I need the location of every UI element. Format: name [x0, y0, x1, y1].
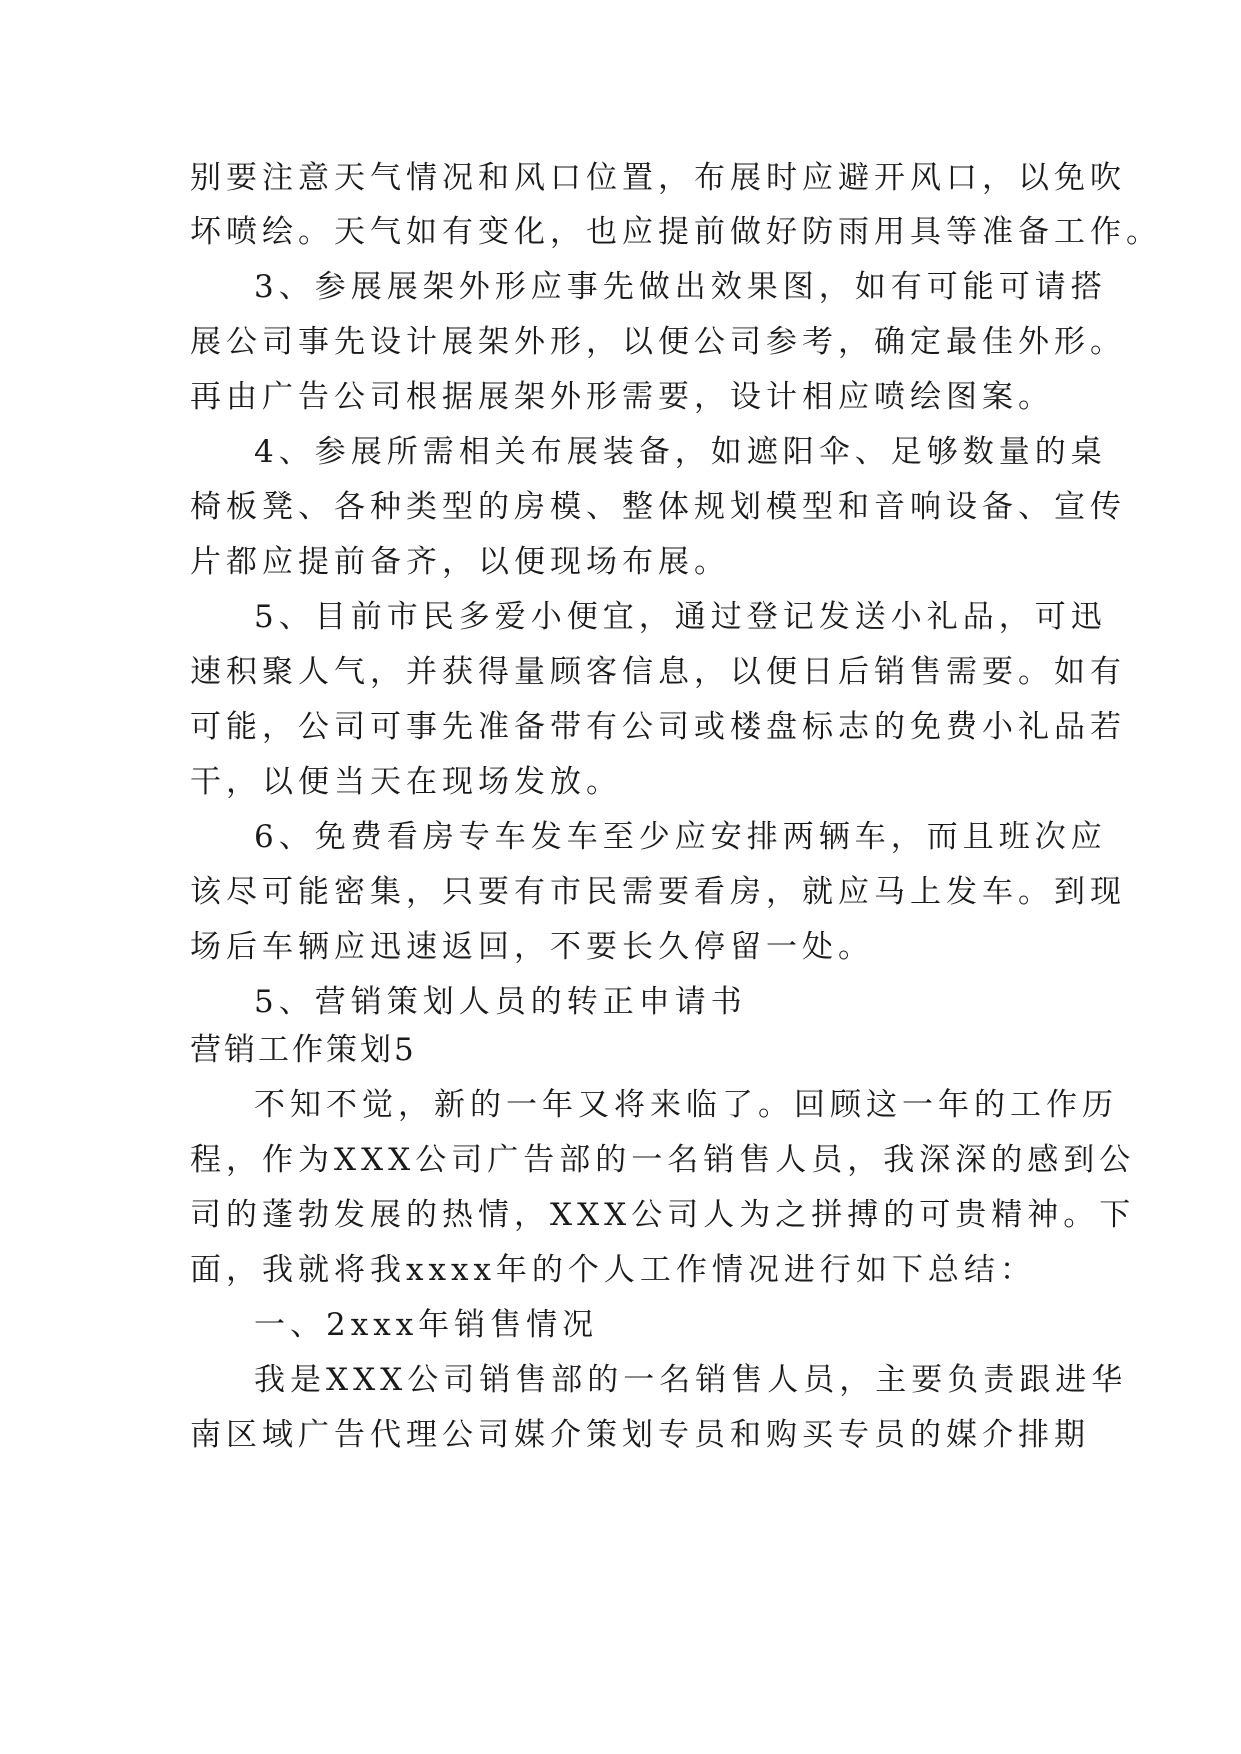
text-line: 程，作为XXX公司广告部的一名销售人员，我深深的感到公	[190, 1142, 1136, 1178]
section-heading: 营销工作策划5	[190, 1032, 417, 1068]
text-line: 3、参展展架外形应事先做出效果图，如有可能可请搭	[254, 269, 1107, 305]
text-line: 可能，公司可事先准备带有公司或楼盘标志的免费小礼品若	[190, 709, 1126, 745]
text-line: 南区域广告代理公司媒介策划专员和购买专员的媒介排期	[190, 1417, 1090, 1453]
text-line: 坏喷绘。天气如有变化，也应提前做好防雨用具等准备工作。	[190, 214, 1162, 250]
text-line: 场后车辆应迅速返回，不要长久停留一处。	[190, 929, 874, 965]
text-line: 速积聚人气，并获得量顾客信息，以便日后销售需要。如有	[190, 654, 1126, 690]
text-line: 再由广告公司根据展架外形需要，设计相应喷绘图案。	[190, 379, 1054, 415]
text-line: 5、营销策划人员的转正申请书	[254, 984, 747, 1020]
text-line: 椅板凳、各种类型的房模、整体规划模型和音响设备、宣传	[190, 489, 1126, 525]
text-line: 片都应提前备齐，以便现场布展。	[190, 544, 730, 580]
text-line: 6、免费看房专车发车至少应安排两辆车，而且班次应	[254, 819, 1107, 855]
text-line: 展公司事先设计展架外形，以便公司参考，确定最佳外形。	[190, 324, 1126, 360]
text-line: 5、目前市民多爱小便宜，通过登记发送小礼品，可迅	[254, 599, 1107, 635]
text-line: 我是XXX公司销售部的一名销售人员，主要负责跟进华	[254, 1362, 1128, 1398]
text-line: 一、2xxx年销售情况	[254, 1307, 599, 1343]
text-line: 干，以便当天在现场发放。	[190, 764, 622, 800]
text-line: 司的蓬勃发展的热情，XXX公司人为之拼搏的可贵精神。下	[190, 1197, 1136, 1233]
text-line: 面，我就将我xxxx年的个人工作情况进行如下总结：	[190, 1252, 1036, 1288]
text-line: 该尽可能密集，只要有市民需要看房，就应马上发车。到现	[190, 874, 1126, 910]
text-line: 不知不觉，新的一年又将来临了。回顾这一年的工作历	[254, 1087, 1118, 1123]
text-line: 4、参展所需相关布展装备，如遮阳伞、足够数量的桌	[254, 434, 1107, 470]
text-line: 别要注意天气情况和风口位置，布展时应避开风口，以免吹	[190, 160, 1126, 196]
